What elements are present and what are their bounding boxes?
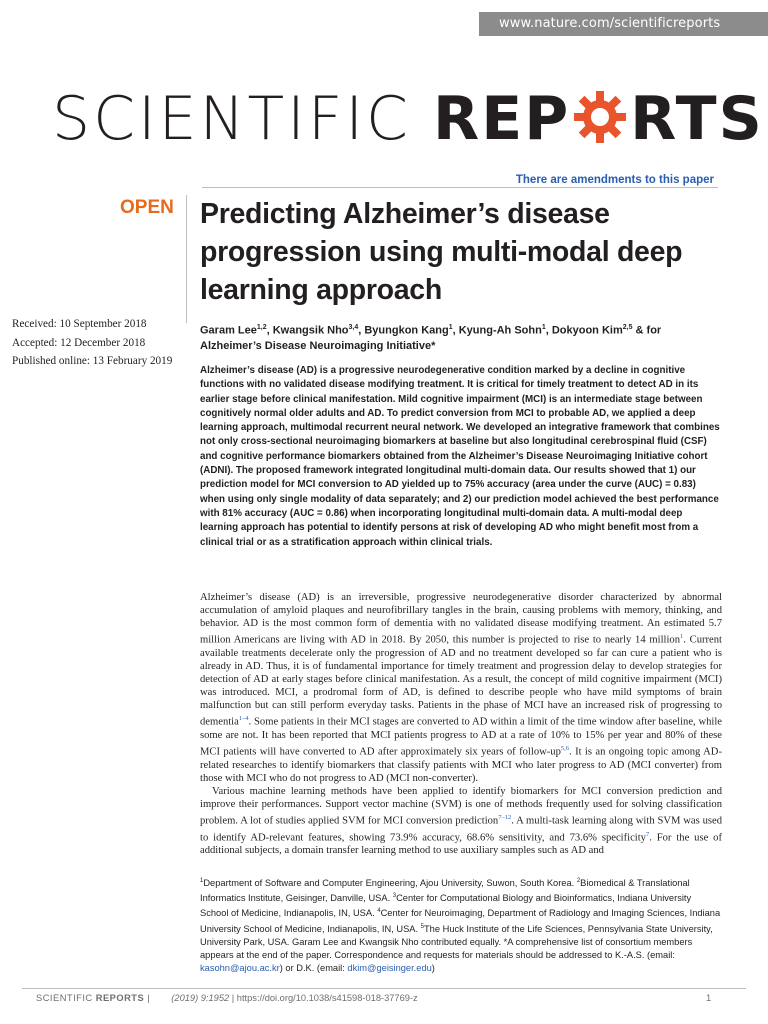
citation-link[interactable]: 7–12 [498, 814, 512, 822]
affiliation-number: 1 [200, 878, 204, 884]
correspondence-text: ) [431, 962, 435, 973]
author[interactable]: , Dokyoon Kim [545, 324, 623, 337]
masthead-light: SCIENTIFIC [52, 84, 411, 154]
footer-journal-light: SCIENTIFIC [36, 993, 93, 1003]
citation-link[interactable]: 1–4 [238, 715, 249, 723]
journal-masthead [52, 84, 764, 156]
abstract: Alzheimer’s disease (AD) is a progressive neurodegenerative condition marked by a decline in cognitive functions with no validated disease modifying treatment. It is critical for timely treatment to detect AD in its earlier stage before clinical manifestation. Mild cognitive impairment (MCI) is an intermediate stage between cognitively normal older adults and AD. To predict conversion from MCI to probable AD, we applied a deep learning approach, multimodal recurrent neural network. We developed an integrative framework that combines not only cross-sectional neuroimaging biomarkers at baseline but also longitudinal cerebrospinal fluid (CSF) and cognitive performance biomarkers obtained from the Alzheimer’s Disease Neuroimaging Initiative cohort (ADNI). The proposed framework integrated longitudinal multi-domain data. Our results showed that 1) our prediction model for MCI conversion to AD yielded up to 75% accuracy (area under the curve (AUC) = 0.83) when using only single modality of data separately; and 2) our prediction model achieved the best performance with 81% accuracy (AUC = 0.86) when incorporating longitudinal multi-domain data. A multi-modal deep learning approach has potential to identify persons at risk of developing AD who might benefit most from a clinical trial or as a stratification approach within clinical trials. [200, 365, 720, 548]
article-dates [12, 315, 187, 371]
received-date: Received: 10 September 2018 [12, 318, 147, 330]
author-affiliation: 1 [448, 324, 453, 331]
affiliation-number: 3 [392, 893, 397, 900]
body-paragraph [200, 591, 722, 785]
page-number: 1 [706, 993, 712, 1003]
article-title: Predicting Alzheimer’s disease progression using multi-modal deep learning approach [200, 198, 683, 306]
masthead-bold-post: RTS [630, 84, 764, 154]
footer-journal-bold: REPORTS [95, 993, 145, 1003]
email-link[interactable]: dkim@geisinger.edu [347, 962, 432, 973]
citation-link[interactable]: 1 [680, 633, 684, 641]
footer-separator: | [144, 993, 154, 1003]
affiliation-text: Center for Computational Biology and Bioinformatics, Indiana University School of Medicine, Indianapolis, IN, USA. [200, 893, 692, 919]
author[interactable]: , Byungkon Kang [358, 324, 449, 337]
body-text-run: Alzheimer’s disease (AD) is an irreversible, progressive neurodegenerative disorder characterized by abnormal accumulation of amyloid plaques and neurofibrillary tangles in the brain, causing problems with memory, thinking, and behavior. AD is the most common form of dementia with no validated disease modifying treatment. An estimated 5.7 million Americans are living with AD in 2018. By 2050, this number is projected to rise to nearly 14 million [200, 592, 722, 646]
author[interactable]: , Kwangsik Nho [266, 324, 349, 337]
footer-rule [22, 988, 746, 989]
email-link[interactable]: kasohn@ajou.ac.kr [200, 962, 280, 973]
correspondence-text: ) or D.K. (email: [279, 962, 348, 973]
masthead-bold-pre: REP [433, 84, 571, 154]
body-text-run: . Some patients in their MCI stages are converted to AD within a limit of the time window after baseline, while some are not. It has been reported that MCI patients progress to AD at a rate of 10% to 15% per year and 80% of these MCI patients will have converted to AD after approximately six years of follow-up [200, 716, 722, 758]
affiliation-footnotes [200, 875, 722, 975]
affiliation-text: Department of Software and Computer Engineering, Ajou University, Suwon, South Korea. [203, 878, 577, 889]
body-text-run: Various machine learning methods have been applied to identify biomarkers for MCI conversion prediction and improve their performances. Support vector machine (SVM) is one of methods frequently used for solving classification problem. A lot of studies applied SVM for MCI conversion prediction [200, 785, 722, 827]
affiliation-number: 2 [576, 878, 581, 884]
author-affiliation: 2,5 [622, 324, 633, 331]
body-paragraph [200, 785, 722, 858]
author-affiliation: 3,4 [348, 324, 359, 331]
affiliation-text: Center for Neuroimaging, Department of Radiology and Imaging Sciences, Indiana University School of Medicine, Indianapolis, IN, USA. [200, 908, 721, 934]
affiliation-number: 4 [377, 908, 381, 915]
published-date: Published online: 13 February 2019 [12, 355, 173, 367]
affiliation-text: The Huck Institute of the Life Sciences, Pennsylvania State University, University Park, USA. Garam Lee and Kwangsik Nho contributed equally. [200, 923, 713, 947]
citation-link[interactable]: 5,6 [560, 745, 570, 753]
doi-link[interactable]: | https://doi.org/10.1038/s41598-018-37769-z [229, 993, 418, 1003]
amendments-rule [202, 187, 718, 188]
author-affiliation: 1,2 [256, 324, 267, 331]
gear-logo-icon [572, 89, 628, 145]
title-divider [186, 195, 187, 323]
article-body [200, 591, 722, 857]
author[interactable]: Garam Lee [200, 324, 257, 337]
page-footer [36, 993, 736, 1003]
author-group: & for Alzheimer’s Disease Neuroimaging Initiative* [200, 324, 662, 353]
body-text-run: . Current available treatments decelerate only the progression of AD and no treatment developed so far can cure a patient who is already in AD. Thus, it is of fundamental importance for timely treatment and progression delay to develop strategies for detection of AD at early stages before clinical manifestation. As a result, the concept of mild cognitive impairment (MCI) was introduced. MCI, a prodromal form of AD, is defined to describe people who have mild symptoms of brain malfunction but can still perform everyday tasks. Patients in the phase of MCI have an increased risk of progressing to dementia [200, 634, 722, 728]
journal-url-banner[interactable]: www.nature.com/scientificreports [479, 12, 768, 36]
open-access-label: OPEN [120, 197, 174, 218]
citation-link[interactable]: 7 [645, 830, 650, 838]
author-affiliation: 1 [541, 324, 546, 331]
body-text-run: . A multi-task learning along with SVM was used to identify AD-relevant features, showing 73.9% accuracy, 68.6% sensitivity, and 73.6% specificity [200, 815, 722, 844]
correspondence-text: *A comprehensive list of consortium members appears at the end of the paper. Correspondence and requests for materials should be addressed to K.-A.S. (email: [200, 936, 693, 960]
footer-journal [36, 993, 153, 1003]
body-text-run: . It is an ongoing topic among AD-related researches to identify biomarkers that classify patients with MCI who later progress to AD (MCI converter) from those with MCI who do not progress to AD (MCI non-converter). [200, 746, 722, 784]
author-list [200, 320, 725, 355]
footer-citation: (2019) 9:1952 [171, 993, 230, 1003]
affiliation-number: 5 [420, 923, 424, 930]
accepted-date: Accepted: 12 December 2018 [12, 336, 146, 349]
amendments-link[interactable]: There are amendments to this paper [515, 174, 714, 186]
affiliation-text: Biomedical & Translational Informatics Institute, Geisinger, Danville, USA. [200, 878, 690, 904]
body-text-run: . For the use of additional subjects, a domain transfer learning method to use auxiliary samples such as AD and [200, 832, 722, 857]
author[interactable]: , Kyung-Ah Sohn [452, 324, 542, 337]
